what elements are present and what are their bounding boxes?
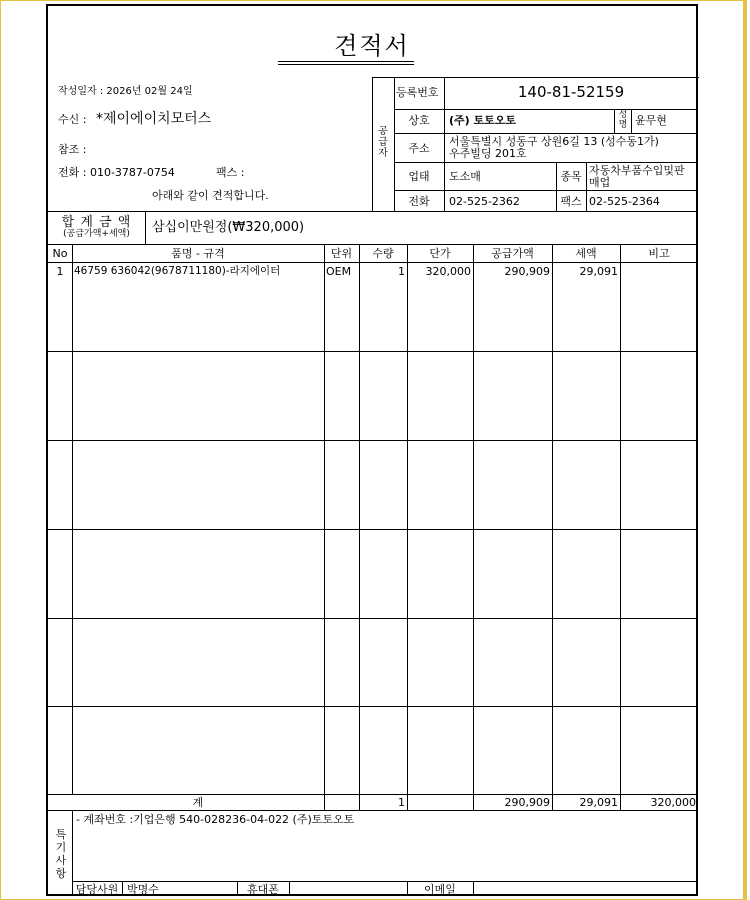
col-line-item bbox=[324, 244, 325, 810]
supplier-row-line-4 bbox=[394, 190, 698, 191]
row1-no: 1 bbox=[56, 265, 64, 278]
row1-supply: 290,909 bbox=[504, 265, 550, 278]
total-row-total: 320,000 bbox=[650, 796, 696, 809]
header-no: No bbox=[52, 247, 68, 260]
reference-label: 참조 : bbox=[58, 143, 87, 156]
total-row-qty: 1 bbox=[398, 796, 405, 809]
total-label: 합 계 금 액 bbox=[61, 215, 132, 230]
footer-div-5 bbox=[473, 881, 474, 896]
business-type: 도소매 bbox=[449, 170, 481, 183]
address-line1: 서울특별시 성동구 상원6길 13 (성수동1가) bbox=[449, 135, 659, 148]
total-sublabel: (공급가액+세액) bbox=[63, 229, 130, 239]
header-bottom-line bbox=[48, 262, 698, 263]
tel-label: 전화 bbox=[408, 195, 430, 208]
item-divider-right bbox=[586, 162, 587, 211]
header-price: 단가 bbox=[429, 247, 451, 260]
reg-label: 등록번호 bbox=[396, 86, 439, 99]
total-row-line bbox=[48, 810, 698, 811]
company-name: (주) 토토오토 bbox=[449, 114, 517, 127]
title-underline bbox=[278, 61, 414, 62]
total-row-label: 계 bbox=[192, 796, 204, 809]
row1-item: 46759 636042(9678711180)-라지에이터 bbox=[74, 265, 281, 277]
header-item: 품명 - 규격 bbox=[171, 247, 225, 260]
col-line-unit bbox=[359, 244, 360, 810]
col-line-supply bbox=[552, 244, 553, 810]
staff-label: 담당사원 bbox=[75, 883, 119, 896]
row-line-5 bbox=[48, 706, 698, 707]
col-line-no bbox=[72, 244, 73, 794]
business-type-label: 업태 bbox=[408, 170, 430, 183]
phone-text: 전화 : 010-3787-0754 bbox=[58, 166, 175, 179]
supplier-row-line-2 bbox=[394, 133, 698, 134]
business-item-line2: 매업 bbox=[589, 176, 611, 189]
footer-div-1 bbox=[122, 881, 123, 896]
supplier-fax-label: 팩스 bbox=[560, 195, 582, 208]
name-label: 성명 bbox=[618, 110, 628, 130]
row1-tax: 29,091 bbox=[579, 265, 618, 278]
header-tax: 세액 bbox=[575, 247, 597, 260]
address-label: 주소 bbox=[408, 142, 430, 155]
date-text: 작성일자 : 2026년 02월 24일 bbox=[58, 86, 193, 97]
total-divider bbox=[145, 211, 146, 244]
header-supply: 공급가액 bbox=[491, 247, 534, 260]
email-label: 이메일 bbox=[424, 883, 456, 896]
name-divider-left bbox=[614, 109, 615, 133]
row-line-3 bbox=[48, 529, 698, 530]
supplier-row-line-3 bbox=[394, 162, 698, 163]
supplier-fax-number: 02-525-2364 bbox=[589, 195, 660, 208]
header-qty: 수량 bbox=[372, 247, 394, 260]
row1-unit: OEM bbox=[326, 265, 352, 278]
col-line-tax bbox=[620, 244, 621, 810]
company-label: 상호 bbox=[408, 114, 430, 127]
supplier-side-label: 공급자 bbox=[378, 126, 388, 159]
remarks-account: - 계좌번호 :기업은행 540-028236-04-022 (주)토토오토 bbox=[76, 813, 355, 826]
header-note: 비고 bbox=[648, 247, 670, 260]
business-item-label: 종목 bbox=[560, 170, 582, 183]
fax-label: 팩스 : bbox=[216, 166, 245, 179]
estimate-document bbox=[46, 4, 698, 896]
supplier-row-line-1 bbox=[394, 109, 698, 110]
document-title: 견적서 bbox=[334, 32, 410, 60]
footer-div-3 bbox=[289, 881, 290, 896]
mobile-label: 휴대폰 bbox=[247, 883, 279, 896]
tel-number: 02-525-2362 bbox=[449, 195, 520, 208]
title-underline-2 bbox=[278, 64, 414, 65]
reg-number: 140-81-52159 bbox=[517, 83, 625, 101]
total-row-supply: 290,909 bbox=[504, 796, 550, 809]
col-line-qty bbox=[407, 244, 408, 810]
total-bottom-line bbox=[48, 244, 698, 245]
remarks-side-label: 특기사항 bbox=[55, 828, 67, 880]
address-line2: 우주빌딩 201호 bbox=[449, 147, 527, 160]
estimate-message: 아래와 같이 견적합니다. bbox=[152, 189, 269, 202]
col-line-price bbox=[473, 244, 474, 810]
row-line-2 bbox=[48, 440, 698, 441]
recipient-name: *제이에이치모터스 bbox=[96, 111, 212, 127]
name-divider-right bbox=[631, 109, 632, 133]
row-line-4 bbox=[48, 618, 698, 619]
header-unit: 단위 bbox=[330, 247, 353, 260]
total-amount: 삼십이만원정(₩320,000) bbox=[152, 220, 305, 235]
footer-line bbox=[72, 881, 698, 882]
recipient-label: 수신 : bbox=[58, 113, 87, 126]
ceo-name: 윤무현 bbox=[635, 114, 667, 127]
total-row-tax: 29,091 bbox=[579, 796, 618, 809]
staff-name: 박명수 bbox=[127, 883, 159, 896]
row1-qty: 1 bbox=[398, 265, 405, 278]
row-line-6 bbox=[48, 794, 698, 795]
row1-price: 320,000 bbox=[425, 265, 471, 278]
business-item-line1: 자동차부품수입및판 bbox=[589, 164, 685, 177]
row-line-1 bbox=[48, 351, 698, 352]
